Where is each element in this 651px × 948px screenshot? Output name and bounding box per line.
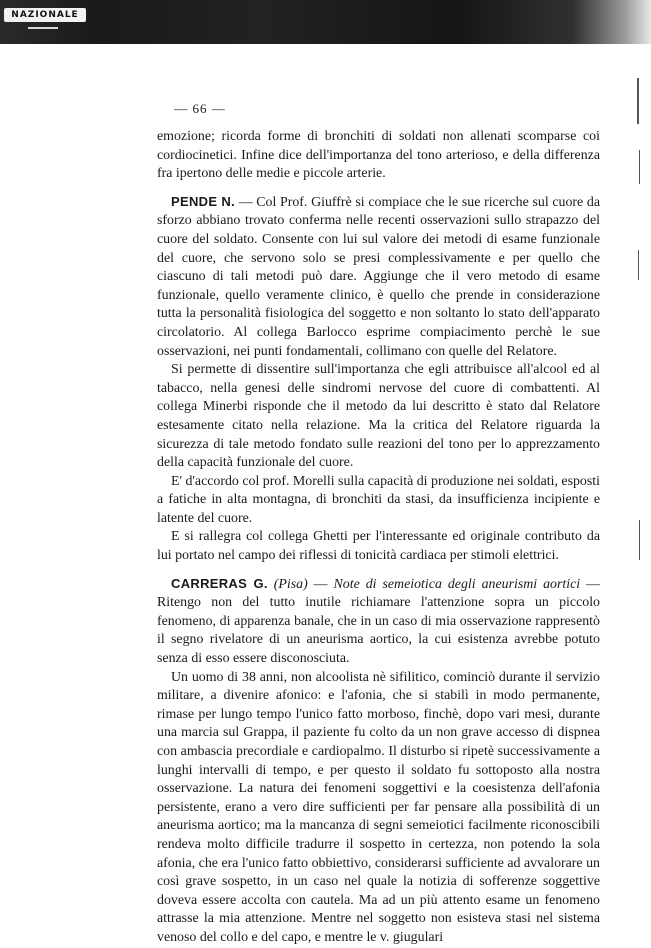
scan-edge-mark: [638, 250, 639, 280]
paragraph: E si rallegra col collega Ghetti per l'interessante ed originale contributo da lui portato nel campo dei riflessi di tonicità cardiaca per stimoli elettrici.: [157, 529, 600, 564]
dash: —: [307, 576, 334, 592]
speaker-place: (Pisa): [273, 576, 308, 592]
scan-edge-mark: [639, 150, 640, 184]
paragraph: emozione; ricorda forme di bronchiti di soldati non allenati scomparse coi cordiocinetici. Infine dice dell'importanza del tono arterioso, e della differenza fra ipertono delle medie e piccole arterie.: [157, 129, 600, 182]
page-body: [157, 128, 600, 948]
stamp-underline: [28, 27, 58, 37]
talk-title: Note di semeiotica degli aneurismi aortici: [333, 576, 581, 592]
paragraph: E' d'accordo col prof. Morelli sulla capacità di produzione nei soldati, esposti a fatiche in alta montagna, di bronchiti da stasi, da insufficienza incipiente e latente del cuore.: [157, 473, 600, 526]
scan-edge-mark: [637, 78, 639, 124]
paragraph-text: — Col Prof. Giuffrè si compiace che le sue ricerche sul cuore da sforzo abbiano trovato conferma nelle recenti osservazioni sullo strapazzo del cuore del soldato. Consente con lui sul valore dei metodi di esame funzionale del cuore, che servono solo se presi complessivamente e per quello che ciascuno di tali metodi può dare. Aggiunge che il vero metodo di esame funzionale, quello veramente clinico, è quello che prende in considerazione tutta la personalità fisiologica del soggetto e non soltanto lo stato dell'apparato circolatorio. Al collega Barlocco esprime compiacimento perchè le sue osservazioni, nei punti fondamentali, collimano con quelle del Relatore.: [157, 194, 600, 359]
paragraph: Si permette di dissentire sull'importanza che egli attribuisce all'alcool ed al tabacco, nella genesi delle sindromi nervose del cuore di combattenti. Al collega Minerbi risponde che il metodo da lui descritto è stato dal Relatore estesamente citato nella relazione. Ma la critica del Relatore riguarda la sicurezza di tale metodo fondato sulle reazioni del tono per lo apprezzamento della capacità funzionale del cuore.: [157, 362, 600, 471]
library-stamp: NAZIONALE: [4, 8, 86, 22]
scan-header-band: [0, 0, 651, 44]
speaker-name: PENDE N.: [171, 193, 236, 209]
page-number: — 66 —: [174, 101, 226, 116]
speaker-name: CARRERAS G.: [171, 575, 268, 591]
paragraph-text: — Ritengo non del tutto inutile richiamare l'attenzione sopra un piccolo fenomeno, di apparenza banale, che in un caso di mia osservazione rappresentò il segno rivelatore di un aneurisma aortico, la cui esistenza avrebbe potuto senza di esso essere disconosciuta.: [157, 576, 600, 667]
paragraph: Un uomo di 38 anni, non alcoolista nè sifilitico, cominciò durante il servizio militare, a divenire afonico: e l'afonia, che si stabilì in modo permanente, rimase per lungo tempo l'unico fatto morboso, finchè, dopo vari mesi, durante una marcia sul Grappa, il paziente fu colto da un non grave accesso di dispnea con ambascia precordiale e cardiopalmo. Il disturbo si ripetè successivamente a lunghi intervalli di tempo, e per questo il soldato fu sottoposto alla nostra osservazione. La natura dei fenomeni soggettivi e la coesistenza dell'afonia persistente, erano a vero dire sufficienti per far pensare alla possibilità di un aneurisma aortico; ma la mancanza di segni semeiotici facilmente riconoscibili rendeva molto difficile tradurre il sospetto in certezza, non potendo la sola afonia, che era l'unico fatto obbiettivo, considerarsi sufficiente ad avvalorare un così grave sospetto, in un caso nel quale la notizia di sofferenze soggettive doveva essere accolta con cautela. Ma ad un più attento esame un fenomeno attrasse la mia attenzione. Mentre nel soggetto non esisteva stasi nel sistema venoso del collo e del capo, e mentre le v. giugulari: [157, 669, 600, 945]
paragraph: [157, 193, 600, 361]
paragraph: [157, 575, 600, 669]
scan-edge-mark: [639, 520, 640, 560]
